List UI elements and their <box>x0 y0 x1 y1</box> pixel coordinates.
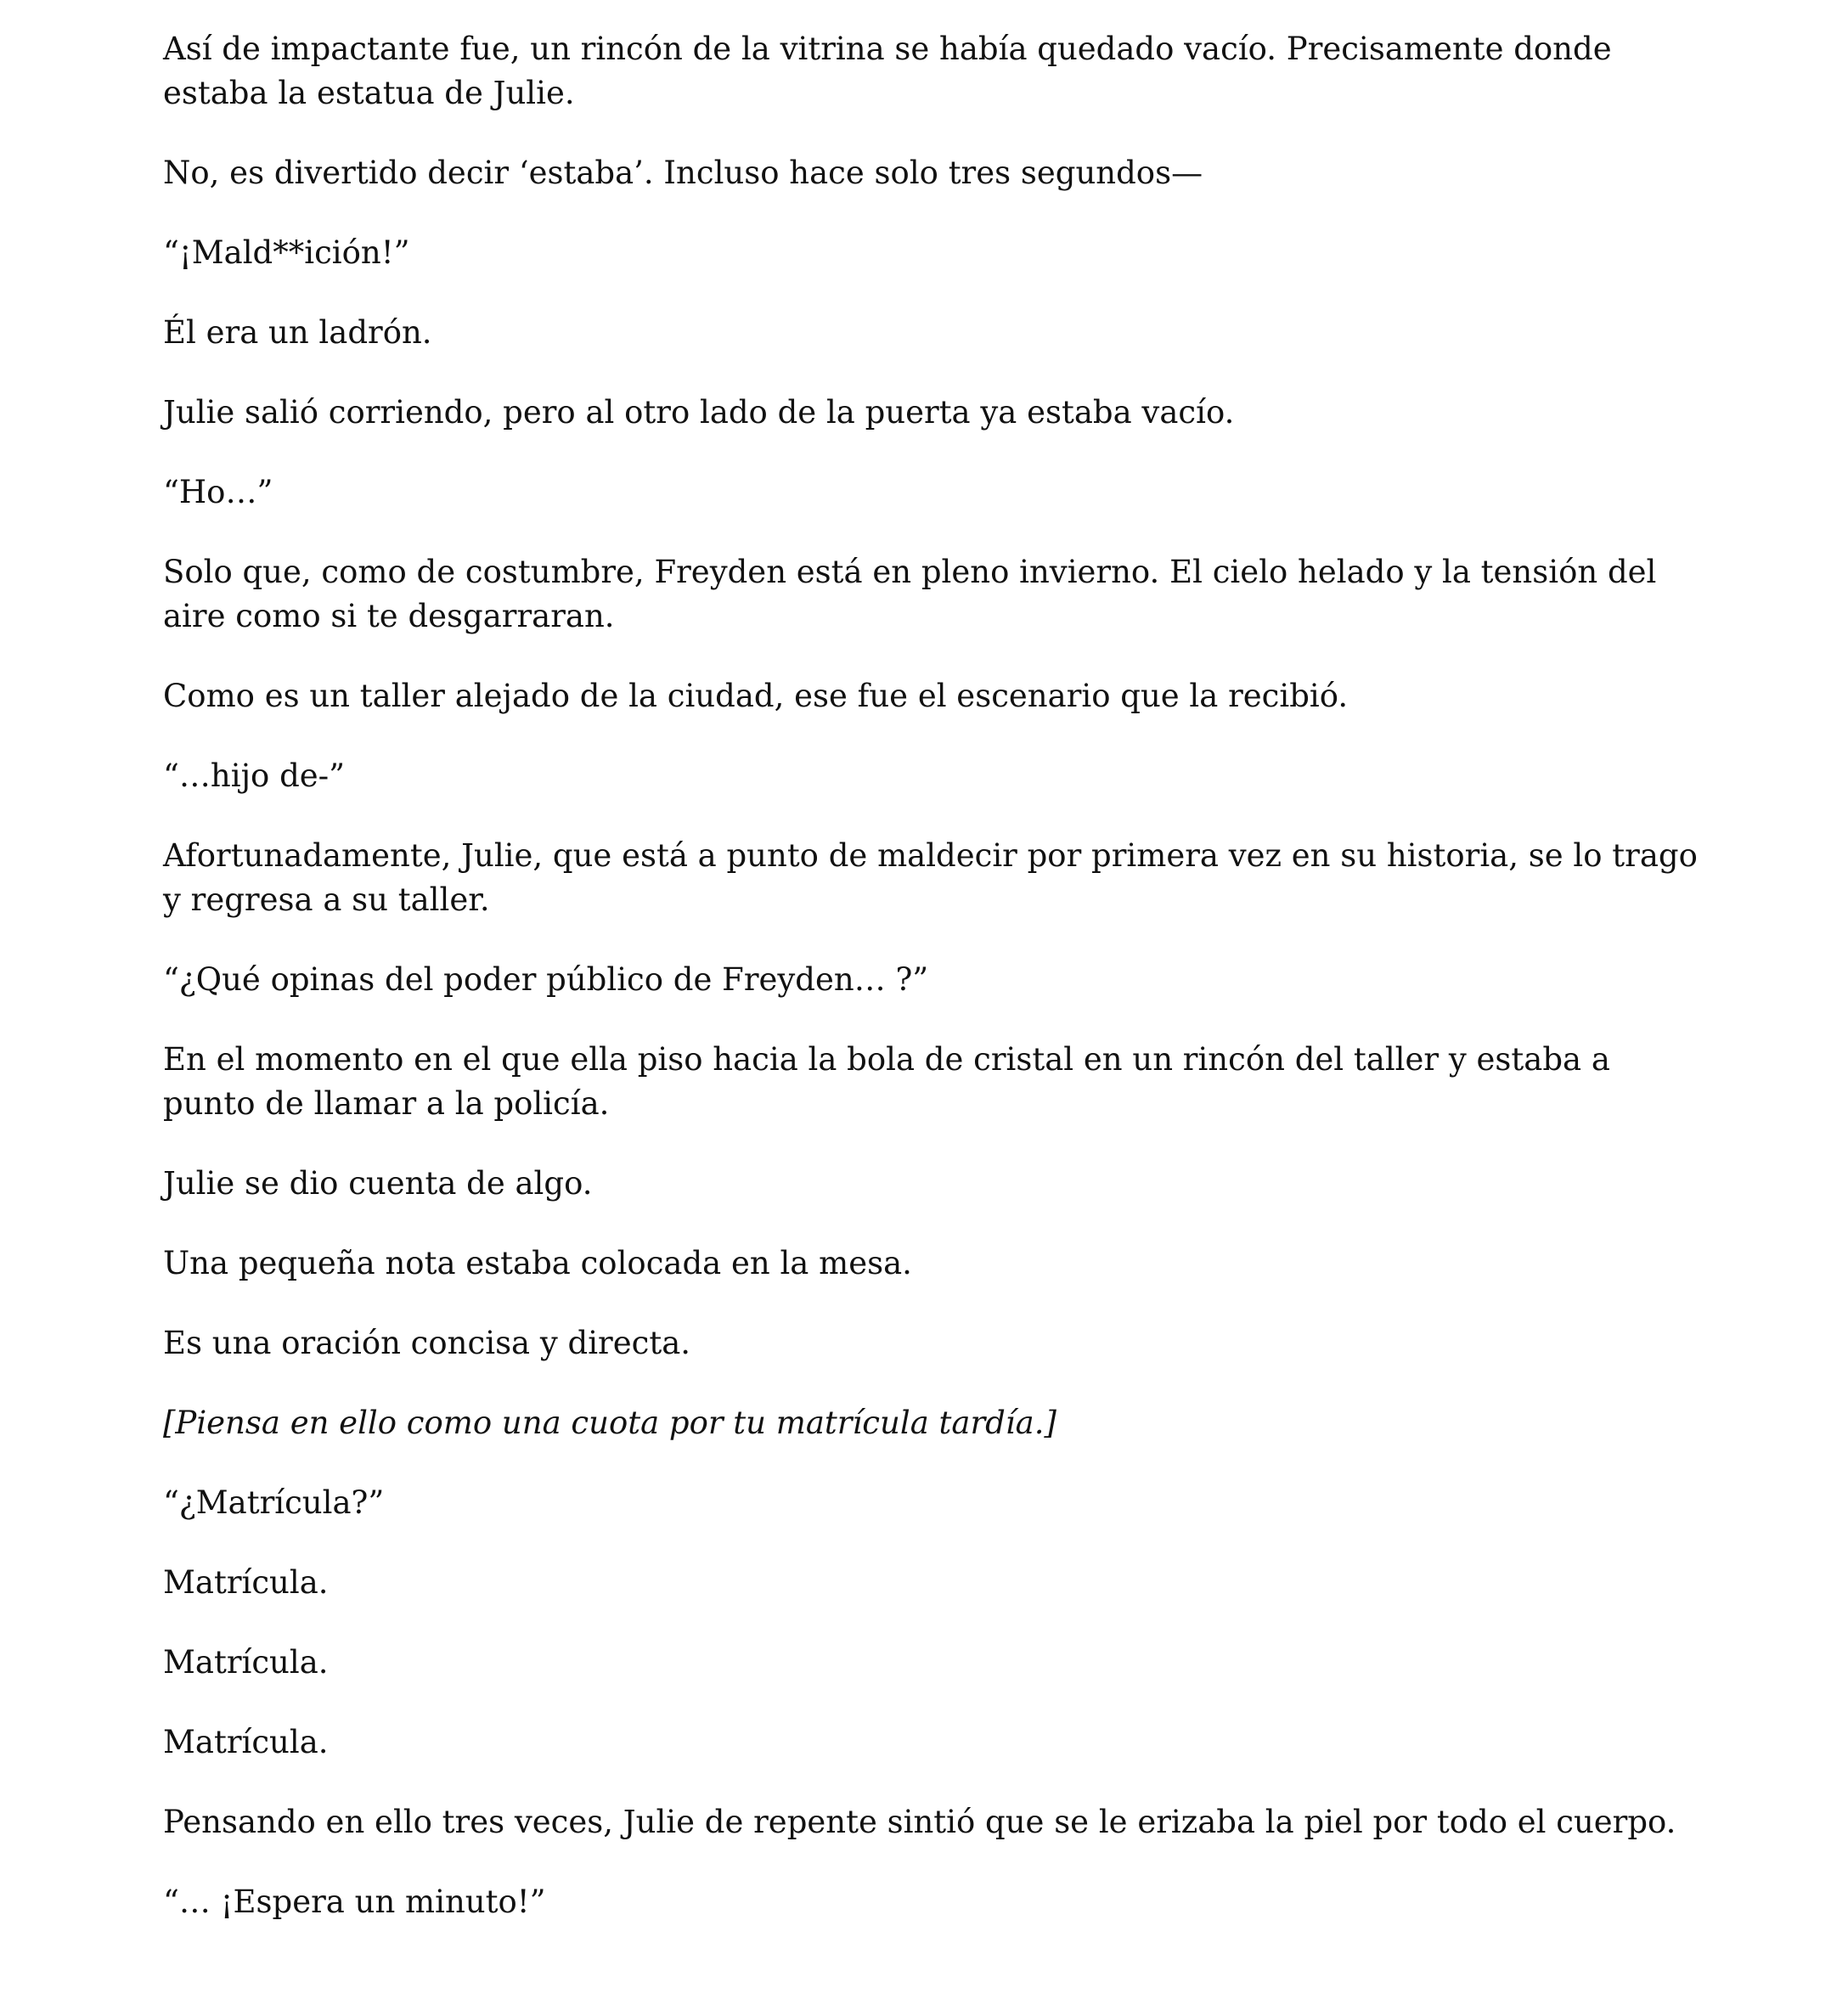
paragraph-5: Julie salió corriendo, pero al otro lado de la puerta ya estaba vacío. <box>163 394 1235 431</box>
paragraph-7: Solo que, como de costumbre, Freyden está en pleno invierno. El cielo helado y la tensión del aire como si te desgarraran. <box>163 554 1657 634</box>
paragraph-19: Matrícula. <box>163 1644 329 1681</box>
paragraph-15: Es una oración concisa y directa. <box>163 1325 691 1361</box>
paragraph-21: Pensando en ello tres veces, Julie de repente sintió que se le erizaba la piel por todo el cuerpo. <box>163 1804 1676 1840</box>
paragraph-1: Así de impactante fue, un rincón de la vitrina se había quedado vacío. Precisamente donde estaba la estatua de Julie. <box>163 31 1612 111</box>
paragraph-20: Matrícula. <box>163 1724 329 1760</box>
paragraph-9: “…hijo de-” <box>163 757 346 794</box>
paragraph-10: Afortunadamente, Julie, que está a punto de maldecir por primera vez en su historia, se lo trago y regresa a su taller. <box>163 837 1698 918</box>
paragraph-2: No, es divertido decir ‘estaba’. Incluso hace solo tres segundos— <box>163 155 1203 191</box>
paragraph-6: “Ho…” <box>163 474 273 510</box>
paragraph-11: “¿Qué opinas del poder público de Freyden… ?” <box>163 961 929 998</box>
paragraph-12: En el momento en el que ella piso hacia la bola de cristal en un rincón del taller y estaba a punto de llamar a la policía. <box>163 1041 1610 1122</box>
paragraph-4: Él era un ladrón. <box>163 314 432 351</box>
document-body <box>163 27 1709 1960</box>
paragraph-14: Una pequeña nota estaba colocada en la mesa. <box>163 1245 912 1281</box>
paragraph-17: “¿Matrícula?” <box>163 1484 385 1521</box>
paragraph-8: Como es un taller alejado de la ciudad, ese fue el escenario que la recibió. <box>163 678 1349 714</box>
paragraph-3: “¡Mald**ición!” <box>163 234 410 271</box>
paragraph-18: Matrícula. <box>163 1564 329 1601</box>
paragraph-22: “… ¡Espera un minuto!” <box>163 1884 546 1920</box>
paragraph-13: Julie se dio cuenta de algo. <box>163 1165 593 1202</box>
paragraph-16-note: [Piensa en ello como una cuota por tu matrícula tardía.] <box>163 1405 1056 1441</box>
